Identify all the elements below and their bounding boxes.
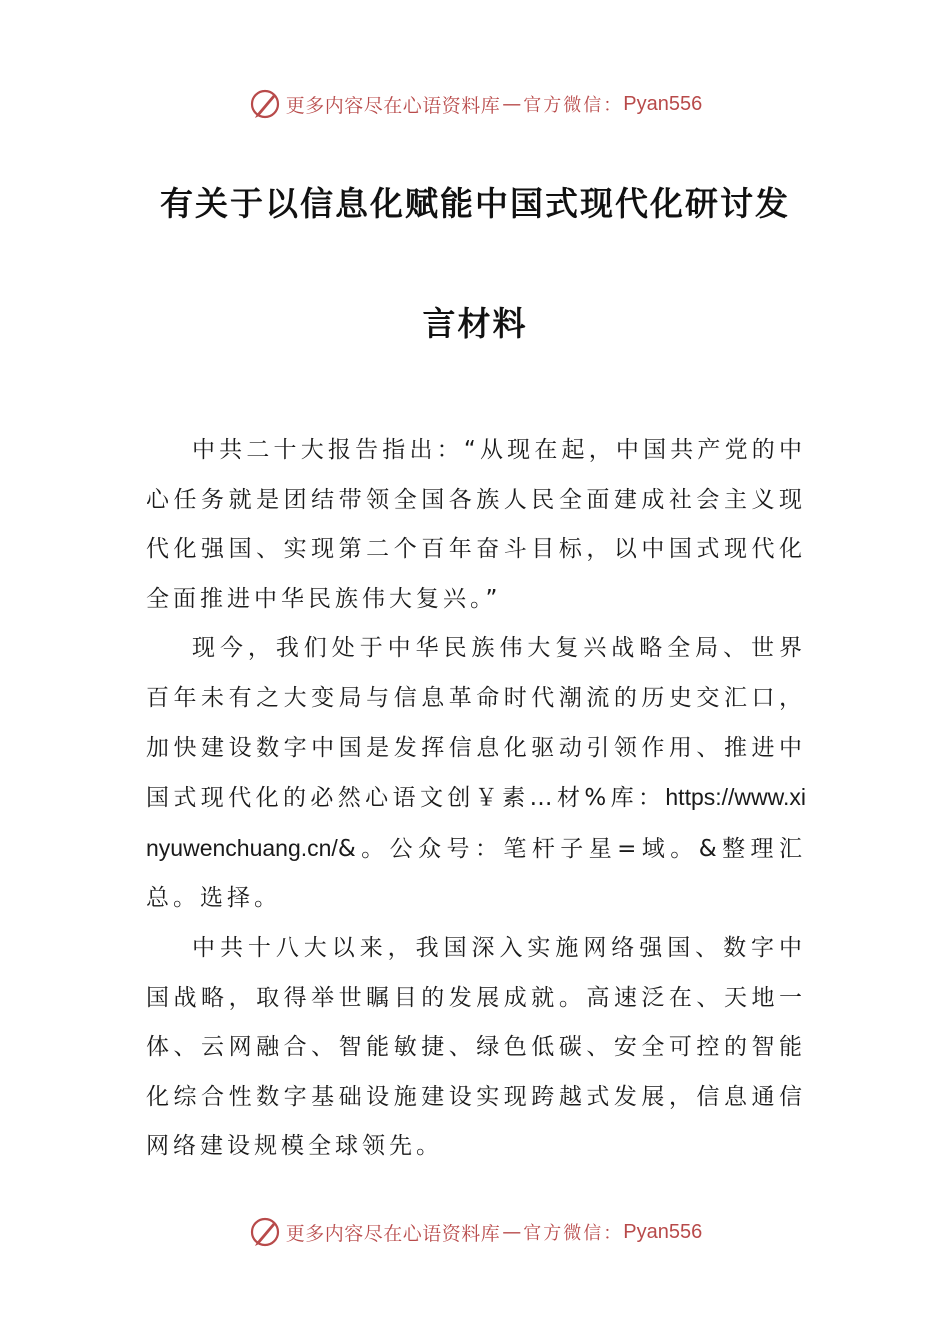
header-brand-text: 更多内容尽在心语资料库 [285,94,501,117]
document-body [146,426,806,1172]
pen-logo-icon [248,1215,282,1249]
paragraph-2-text-before: 现今，我们处于中华民族伟大复兴战略全局、世界百年未有之大变局与信息革命时代潮流的历史交汇口，加快建设数字中国是发挥信息化驱动引领作用、推进中国式现代化的必然心语文创￥素…材%库： [146,635,806,812]
paragraph-2 [146,624,806,924]
footer-official-label: 官方微信： [523,1223,624,1244]
paragraph-2-text-after: &。公众号：笔杆子星=域。&整理汇总。选择。 [146,835,806,912]
document-title-line-1: 有关于以信息化赋能中国式现代化研讨发 [160,184,790,223]
paragraph-1: 中共二十大报告指出：“从现在起，中国共产党的中心任务就是团结带领全国各族人民全面建成社会主义现代化强国、实现第二个百年奋斗目标，以中国式现代化全面推进中华民族伟大复兴。” [146,437,806,612]
header-dash: — [502,93,522,115]
pen-logo-icon [248,87,282,121]
footer-wechat-id: Pyan556 [623,1220,703,1243]
paragraph-2-url: https://www.xinyuwenchuang.cn/ [146,784,806,861]
header-official-label: 官方微信： [523,95,624,116]
header-wechat-id: Pyan556 [623,92,703,115]
header-banner [0,84,950,124]
paragraph-3: 中共十八大以来，我国深入实施网络强国、数字中国战略，取得举世瞩目的发展成就。高速泛在、天地一体、云网融合、智能敏捷、绿色低碳、安全可控的智能化综合性数字基础设施建设实现跨越式发展，信息通信网络建设规模全球领先。 [146,934,806,1160]
footer-dash: — [502,1221,522,1243]
footer-brand-text: 更多内容尽在心语资料库 [285,1222,501,1245]
document-title-line-2: 言材料 [422,304,528,343]
footer-banner [0,1212,950,1252]
